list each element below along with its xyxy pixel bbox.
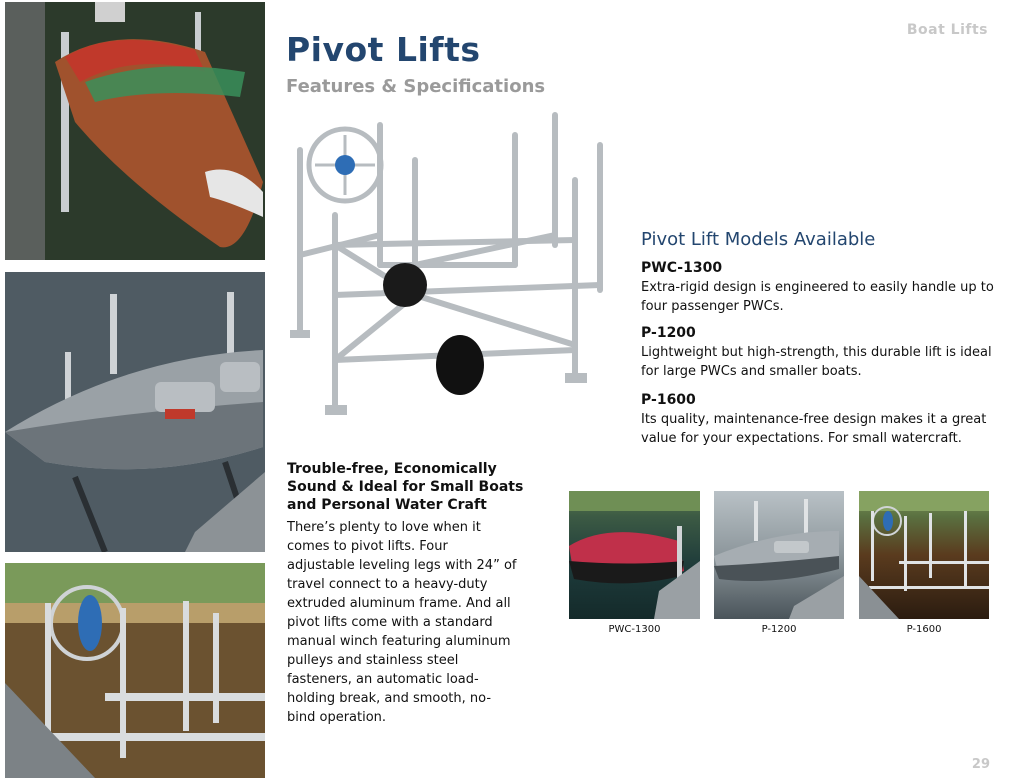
thumbnail-caption-p-1600: P-1600 xyxy=(906,624,942,635)
thumbnail-pwc-1300 xyxy=(569,491,700,619)
pivot-lift-product-image xyxy=(290,105,620,420)
thumbnail-p-1200 xyxy=(714,491,844,619)
model-description-pwc-1300: Extra-rigid design is engineered to easily handle up to four passenger PWCs. xyxy=(641,280,994,314)
models-heading: Pivot Lift Models Available xyxy=(641,229,876,250)
model-name-p-1200: P-1200 xyxy=(641,325,696,341)
model-name-p-1600: P-1600 xyxy=(641,392,696,408)
section-label: Boat Lifts xyxy=(906,22,988,38)
photo-aluminum-boat-on-lift xyxy=(5,272,265,552)
thumbnail-caption-p-1200: P-1200 xyxy=(761,624,797,635)
page-subtitle: Features & Specifications xyxy=(286,76,546,97)
thumbnail-caption-pwc-1300: PWC-1300 xyxy=(608,624,661,635)
photo-wooden-boat-on-lift xyxy=(5,2,265,260)
thumbnail-p-1600 xyxy=(859,491,989,619)
model-description-p-1200: Lightweight but high-strength, this durable lift is ideal for large PWCs and smaller boats. xyxy=(641,345,992,379)
empty-lift-illustration xyxy=(5,563,265,778)
model-description-p-1600: Its quality, maintenance-free design makes it a great value for your expectations. For small watercraft. xyxy=(641,412,987,446)
photo-pivot-lift-empty xyxy=(5,563,265,778)
page-title: Pivot Lifts xyxy=(286,30,481,69)
small-boat-illustration xyxy=(714,491,844,619)
pwc-illustration xyxy=(569,491,700,619)
aluminum-boat-illustration xyxy=(5,272,265,552)
pivot-lift-frame-illustration xyxy=(290,105,620,420)
wooden-boat-illustration xyxy=(5,2,265,260)
page-number: 29 xyxy=(971,757,990,772)
lift-frame-illustration xyxy=(859,491,989,619)
feature-heading: Trouble-free, Economically Sound & Ideal for Small Boats and Personal Water Craft xyxy=(287,461,524,513)
feature-body: There’s plenty to love when it comes to pivot lifts. Four adjustable leveling legs with 24” of travel connect to a heavy-duty extruded aluminum frame. And all pivot lifts come with a standard manual winch featuring aluminum pulleys and stainless steel fasteners, an automatic load-holding break, and smooth, no-bind operation. xyxy=(287,520,517,725)
model-name-pwc-1300: PWC-1300 xyxy=(641,260,723,276)
